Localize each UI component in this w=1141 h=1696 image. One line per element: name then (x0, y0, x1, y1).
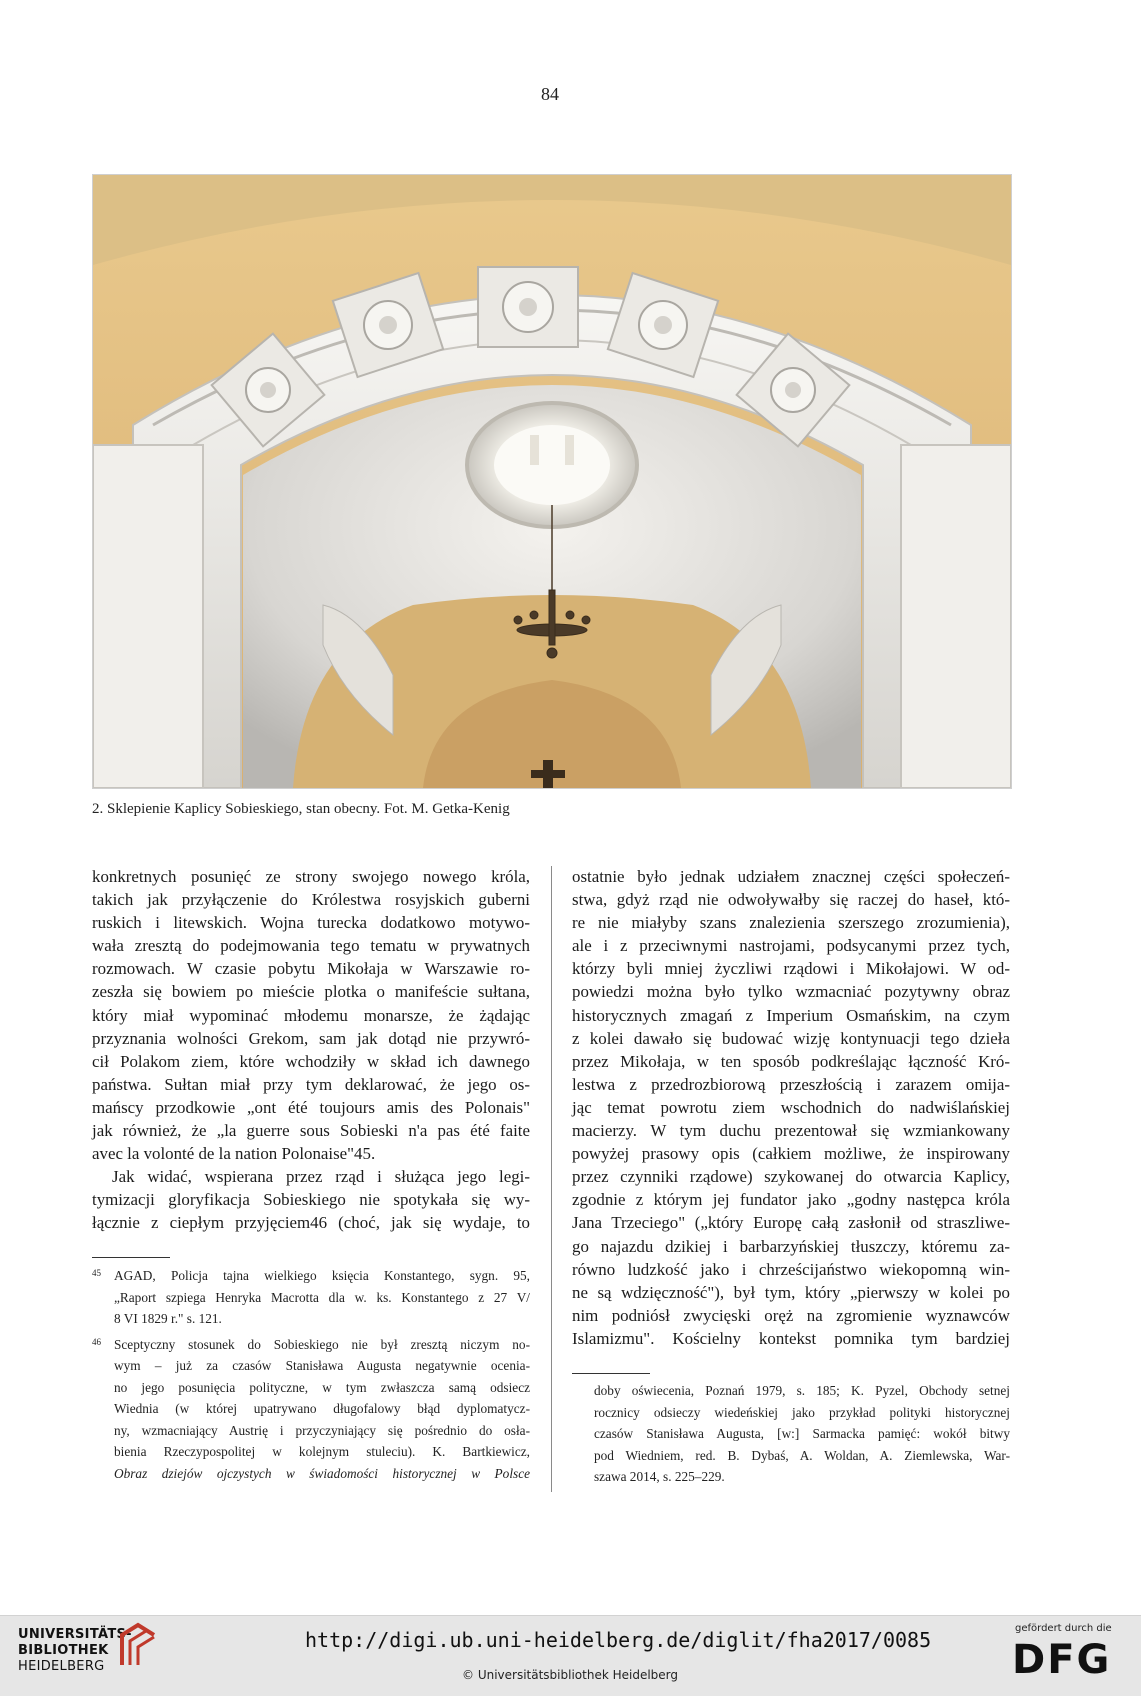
text-line: stwa, gdyż rząd nie odwoływałby się raczej do haseł, któ- (572, 890, 1010, 910)
text-line: powiedzi można było tylko wzmacniać pozytywny obraz (572, 982, 1010, 1002)
lantern-window (565, 435, 574, 465)
footnote-text: szawa 2014, s. 225–229. (594, 1469, 725, 1484)
lantern-window (530, 435, 539, 465)
left-pilaster (93, 445, 203, 788)
dfg-logo[interactable]: DFG (1012, 1637, 1112, 1683)
text-line: go najazdu dzikiej i barbarzyńskiej tłuszczy, któremu za- (572, 1236, 1010, 1256)
text-line: Islamizmu". Kościelny kontekst pomnika tym bardziej (572, 1328, 1010, 1348)
text-line: re nie miałyby szans znalezienia szerszego zrozumienia), (572, 913, 1010, 933)
footnote-46 (92, 1332, 530, 1485)
text-line: mańscy przodkowie „ont été toujours amis des Polonais" (92, 1097, 530, 1117)
text-line: konkretnych posunięć ze strony swojego nowego króla, (92, 867, 530, 886)
footnote-text: czasów Stanisława Augusta, [w:] Sarmacka pamięć: wokół bitwy (594, 1426, 1010, 1441)
lantern-light (494, 425, 610, 505)
body-column-left (92, 865, 530, 1235)
footnote-text: ny, wzmacniający Austrię i przyczyniający się pośrednio do osła- (114, 1422, 530, 1438)
library-logo-text[interactable] (18, 1627, 132, 1675)
text-line: przez czynniki rządowe) szykowanej do otwarcia Kaplicy, (572, 1167, 1010, 1187)
text-line: powyżej prasowy opis (całkiem możliwe, że inspirowany (572, 1144, 1010, 1164)
text-line: nim podniósł zwycięski oręż na zgromienie wyznawców (572, 1305, 1010, 1325)
footnote-text: Wiednia (w której upatrywano długofalowy błąd dyplomatycz- (114, 1401, 530, 1416)
library-line: BIBLIOTHEK (18, 1643, 109, 1658)
library-logo-icon (116, 1621, 160, 1671)
text-line: tymizacji gloryfikacja Sobieskiego nie spotykała się wy- (92, 1190, 530, 1210)
text-line: którzy byli mniej życzliwi rządowi i Mikołajowi. W od- (572, 959, 1010, 979)
footnote-text: no jego posunięcia polityczne, w tym zwłaszcza samą odsiecz (114, 1379, 530, 1395)
footnote-text: pod Wiedniem, red. B. Dybaś, A. Woldan, A. Ziemlewska, War- (594, 1447, 1010, 1463)
text-line: takich jak przyłączenie do Królestwa rosyjskich guberni (92, 890, 530, 910)
chapel-vault-image (93, 175, 1011, 788)
text-line: ne są wdzięczność"), był tym, który „pierwszy w kolei po (572, 1282, 1010, 1302)
column-divider (551, 866, 552, 1492)
text-line: wała zresztą do podejmowania tego tematu w prywatnych (92, 936, 530, 956)
footnote-text (92, 1463, 530, 1485)
text-line: rozmowach. W czasie pobytu Mikołaja w Warszawie ro- (92, 959, 530, 979)
text-line: lestwa z przedrozbiorową przeszłością i zarazem omija- (572, 1074, 1010, 1094)
copyright-notice: © Universitätsbibliothek Heidelberg (462, 1668, 679, 1682)
footnote-rule (572, 1373, 650, 1374)
footnote-text: bienia Rzeczypospolitej w kolejnym stuleciu). K. Bartkiewicz, (114, 1444, 530, 1459)
body-column-right (572, 865, 1010, 1350)
text-line: zgodnie z którym jej fundator jako „godny następca króla (572, 1190, 1010, 1210)
figure-caption: 2. Sklepienie Kaplicy Sobieskiego, stan obecny. Fot. M. Getka-Kenig (92, 801, 510, 817)
footnote-number: 45 (92, 1268, 101, 1278)
text-line: równo ludzkość jako i chrześcijaństwo wiekopomną win- (572, 1259, 1010, 1279)
footnote-45 (92, 1263, 530, 1330)
text-line: Jana Trzeciego" („który Europę całą zasłonił od straszliwe- (572, 1213, 1010, 1233)
text-line: z kolei dawało się budować wizję kontynuacji tego dzieła (572, 1028, 1010, 1048)
text-line: łącznie z ciepłym przyjęciem46 (choć, jak się wydaje, to (92, 1213, 530, 1233)
footnotes-left (92, 1263, 530, 1486)
footnote-text: „Raport szpiega Henryka Macrotta dla w. ks. Konstantego z 27 V/ (114, 1289, 530, 1305)
footnote-text: wym – już za czasów Stanisława Augusta negatywnie ocenia- (114, 1358, 530, 1373)
footnote-text: Sceptyczny stosunek do Sobieskiego nie był zresztą niczym no- (114, 1336, 530, 1352)
figure-photo (92, 174, 1012, 789)
footnote-italic-title: Obraz dziejów ojczystych w świadomości historycznej w Polsce (114, 1465, 530, 1481)
footnote-text: AGAD, Policja tajna wielkiego księcia Konstantego, sygn. 95, (114, 1268, 530, 1283)
page-number: 84 (541, 84, 559, 104)
text-line: ostatnie było jednak udziałem znacznej części społeczeń- (572, 867, 1010, 886)
text-line: zeszła się bowiem po mieście plotka o manifeście sułtana, (92, 982, 530, 1002)
text-line: cił Polakom ziem, które wchodziły w skład ich dawnego (92, 1051, 530, 1071)
text-line: Jak widać, wspierana przez rząd i służąca jego legi- (112, 1167, 530, 1187)
text-line: państwa. Sułtan miał przy tym deklarować, że jego os- (92, 1074, 530, 1094)
footnote-text: doby oświecenia, Poznań 1979, s. 185; K. Pyzel, Obchody setnej (594, 1383, 1010, 1398)
footnote-text: rocznicy odsieczy wiedeńskiej jako przykład polityki historycznej (594, 1404, 1010, 1420)
footnotes-right (572, 1380, 1010, 1488)
footnote-number: 46 (92, 1336, 101, 1347)
text-line: jak również, że „la guerre sous Sobieski n'a pas été faite (92, 1121, 530, 1141)
text-line: macierzy. W tym duchu prezentował się wzmiankowany (572, 1121, 1010, 1141)
footnote-rule (92, 1257, 170, 1258)
text-line: ruskich i litewskich. Wojna turecka dodatkowo motywo- (92, 913, 530, 933)
footnote-text: 8 VI 1829 r." s. 121. (114, 1311, 222, 1326)
text-line: historycznych zmagań z Imperium Osmańskim, na czym (572, 1005, 1010, 1025)
text-line: jąc temat powrotu ziem wschodnich do nadwiślańskiej (572, 1097, 1010, 1117)
text-line: który miał wypominać młodemu monarsze, że żądając (92, 1005, 530, 1025)
permalink-url[interactable]: http://digi.ub.uni-heidelberg.de/diglit/fha2017/0085 (305, 1628, 932, 1652)
funding-note: gefördert durch die (1015, 1623, 1112, 1634)
text-line: avec la volonté de la nation Polonaise"45. (92, 1144, 376, 1164)
text-line: przez Mikołaja, w ten sposób podkreślając łączność Kró- (572, 1051, 1010, 1071)
right-pilaster (901, 445, 1011, 788)
text-line: przyznania wolności Grekom, sam jak dotąd nie przywró- (92, 1028, 530, 1048)
library-line: HEIDELBERG (18, 1659, 105, 1674)
text-line: ale i z przeciwnymi nastrojami, podsycanymi przez tych, (572, 936, 1010, 956)
library-line: UNIVERSITÄTS- (18, 1627, 132, 1642)
